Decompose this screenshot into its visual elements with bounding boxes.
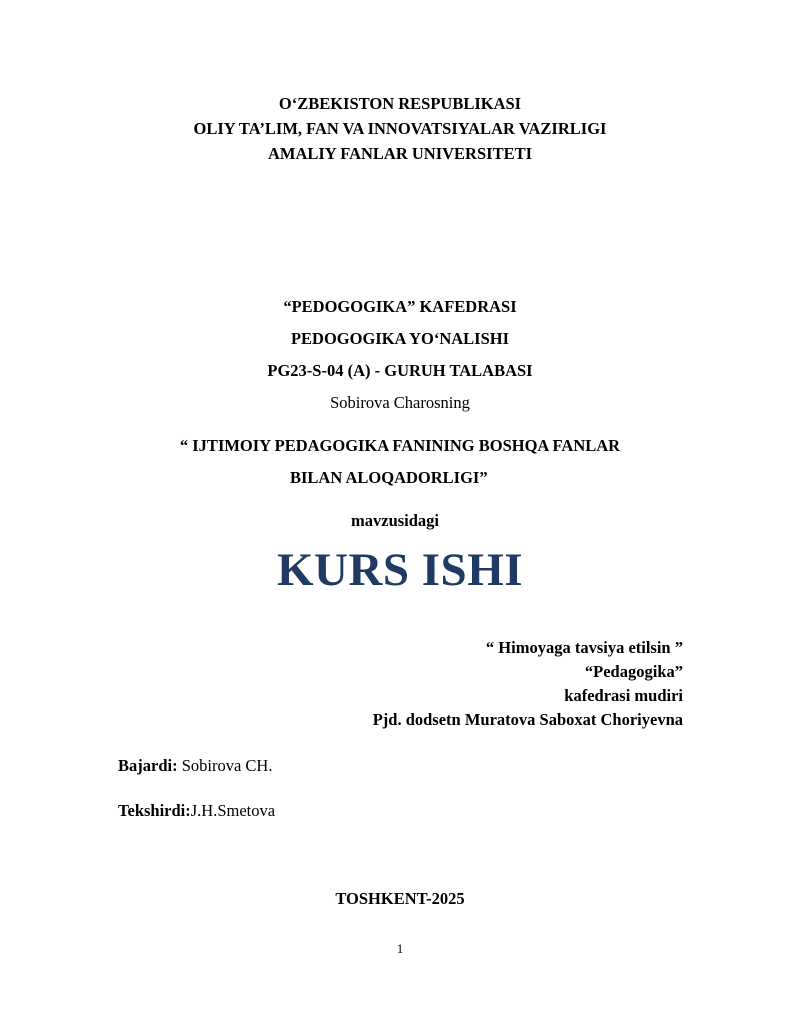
department-name: “PEDOGOGIKA” KAFEDRASI <box>283 297 517 316</box>
approval-line-1: “ Himoyaga tavsiya etilsin ” <box>485 638 683 657</box>
student-name: Sobirova Charosning <box>330 393 470 412</box>
ministry-country: O‘ZBEKISTON RESPUBLIKASI <box>278 94 522 113</box>
page-number: 1 <box>396 941 404 956</box>
approval-line-3: kafedrasi mudiri <box>564 686 683 705</box>
performed-by-label: Bajardi: <box>118 756 178 775</box>
checked-by-label: Tekshirdi: <box>118 801 191 820</box>
performed-by-field <box>118 756 272 776</box>
checked-by-value: J.H.Smetova <box>190 801 276 820</box>
direction-name: PEDOGOGIKA YO‘NALISHI <box>290 329 510 348</box>
document-title: KURS ISHI <box>276 544 524 596</box>
topic-suffix: mavzusidagi <box>351 511 440 530</box>
university-name: AMALIY FANLAR UNIVERSITETI <box>267 144 533 163</box>
topic-line-2: BILAN ALOQADORLIGI” <box>290 468 488 487</box>
city-year: TOSHKENT-2025 <box>335 889 465 908</box>
approval-line-4: Pjd. dodsetn Muratova Saboxat Choriyevna <box>372 710 683 729</box>
checked-by-field <box>118 801 275 821</box>
topic-line-1: “ IJTIMOIY PEDAGOGIKA FANINING BOSHQA FANLAR <box>179 436 621 455</box>
group-name: PG23-S-04 (A) - GURUH TALABASI <box>267 361 533 380</box>
approval-line-2: “Pedagogika” <box>584 662 683 681</box>
ministry-name: OLIY TA’LIM, FAN VA INNOVATSIYALAR VAZIRLIGI <box>193 119 607 138</box>
performed-by-value: Sobirova CH. <box>177 756 273 775</box>
